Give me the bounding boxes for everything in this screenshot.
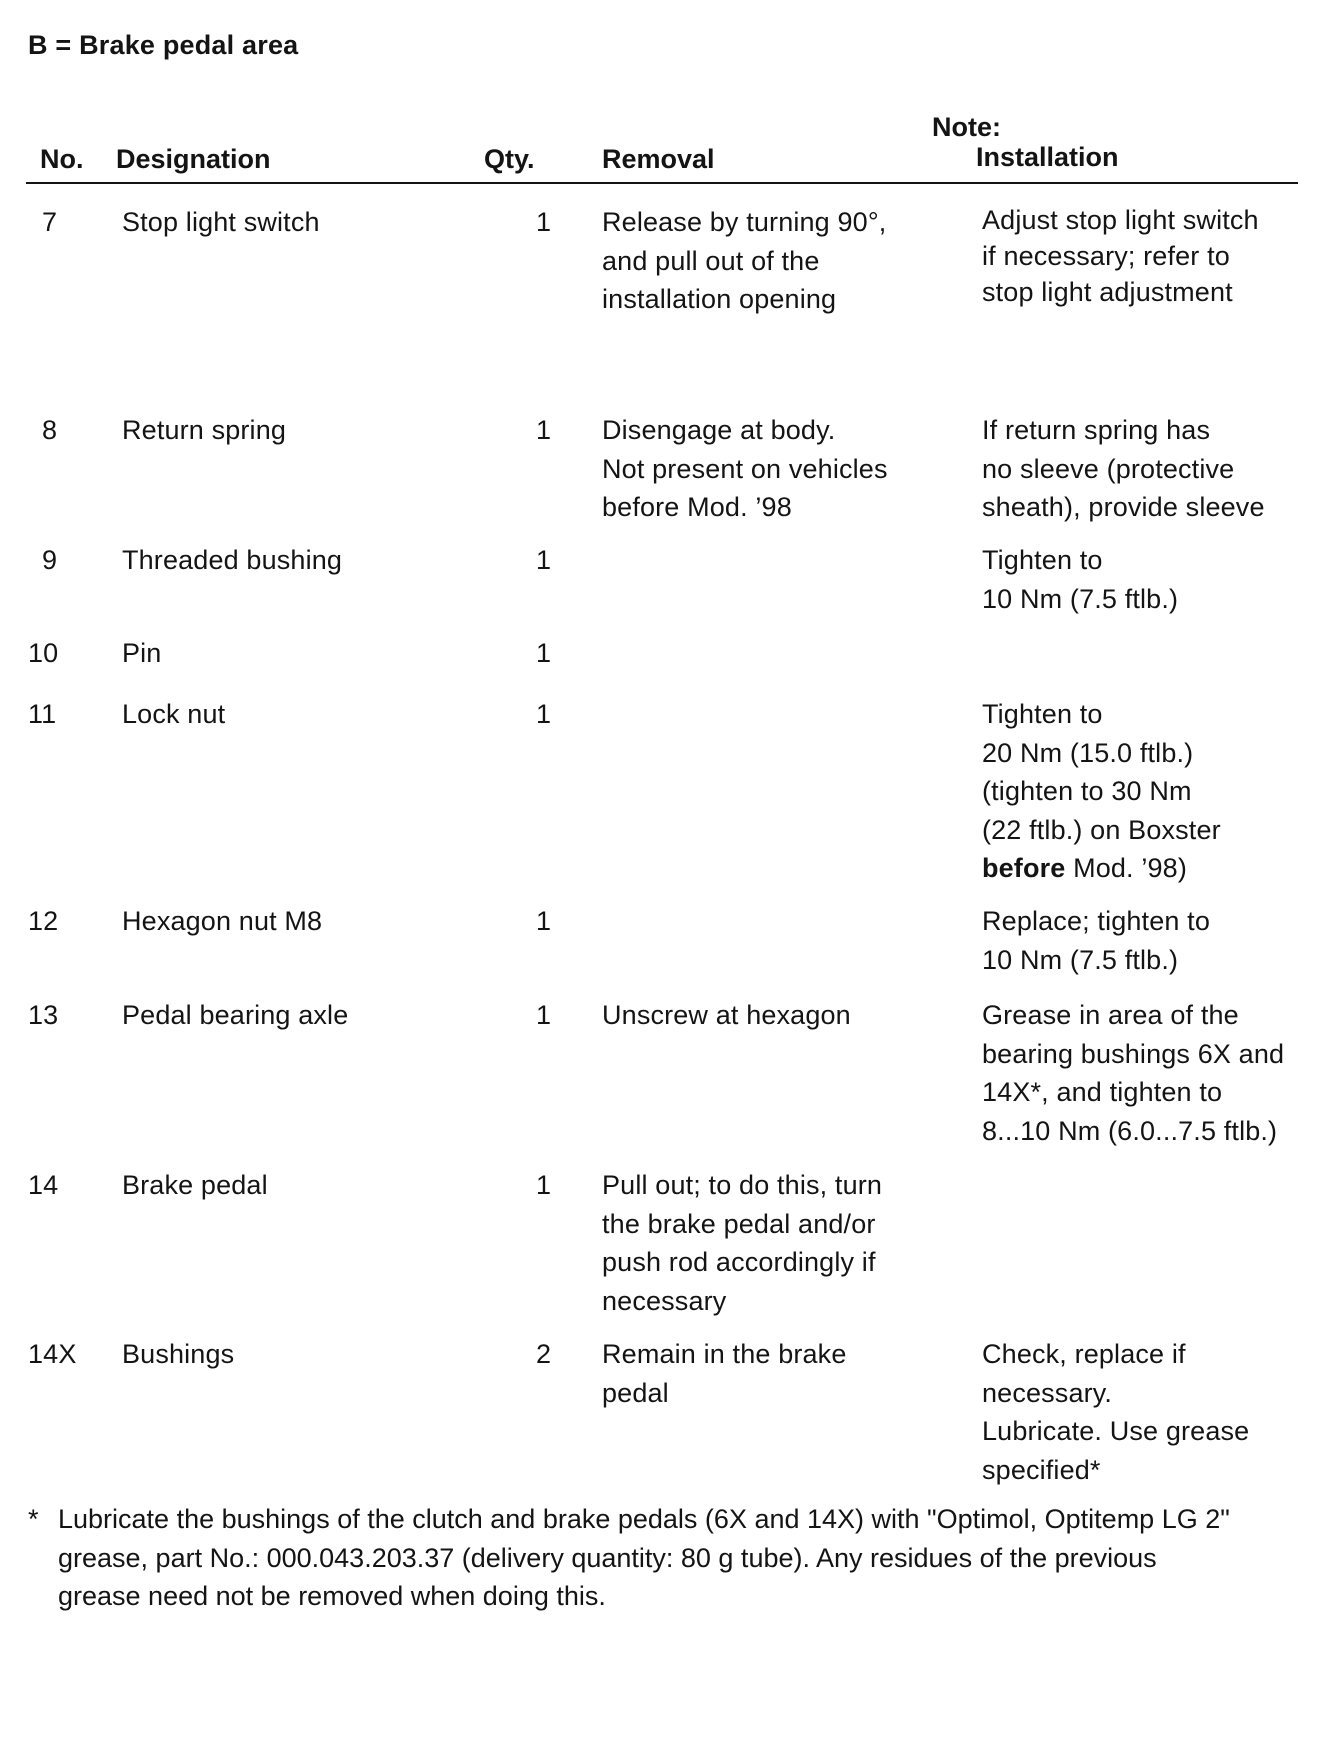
- row-13-installation: [982, 996, 1284, 1150]
- row-14-designation: Brake pedal: [122, 1170, 268, 1200]
- footnote-line: grease, part No.: 000.043.203.37 (delivery quantity: 80 g tube). Any residues of the previous: [58, 1542, 1157, 1573]
- row-14x-installation: [982, 1335, 1249, 1489]
- installation-line: Adjust stop light switch: [982, 205, 1259, 235]
- removal-line: the brake pedal and/or: [602, 1208, 876, 1239]
- row-8-qty: 1: [536, 415, 552, 445]
- row-9-installation: [982, 541, 1178, 618]
- row-12-designation: Hexagon nut M8: [122, 906, 323, 936]
- row-13-designation: Pedal bearing axle: [122, 1000, 349, 1030]
- installation-line-rest: Mod. ’98): [1065, 853, 1187, 883]
- row-10-qty: 1: [536, 638, 552, 668]
- row-11-no: 11: [28, 699, 57, 729]
- row-8-installation: [982, 411, 1265, 527]
- row-7-qty: 1: [536, 207, 552, 237]
- row-12-installation: [982, 902, 1210, 979]
- removal-line: Pull out; to do this, turn: [602, 1170, 883, 1200]
- installation-line: no sleeve (protective: [982, 453, 1235, 484]
- row-7-removal: [602, 203, 886, 319]
- footnote-marker: *: [28, 1504, 39, 1534]
- row-12-qty: 1: [536, 906, 552, 936]
- page-title: B = Brake pedal area: [28, 30, 299, 60]
- row-11-qty: 1: [536, 699, 552, 729]
- row-11-designation: Lock nut: [122, 699, 226, 729]
- installation-line: 8...10 Nm (6.0...7.5 ftlb.): [982, 1115, 1278, 1146]
- row-13-qty: 1: [536, 1000, 552, 1030]
- removal-line: installation opening: [602, 284, 837, 314]
- installation-line: 14X*, and tighten to: [982, 1077, 1223, 1107]
- installation-line: Tighten to: [982, 545, 1103, 575]
- installation-line: sheath), provide sleeve: [982, 492, 1265, 522]
- row-13-removal: [602, 996, 851, 1035]
- header-divider: [26, 182, 1298, 184]
- footnote-line: Lubricate the bushings of the clutch and brake pedals (6X and 14X) with "Optimol, Optitemp LG 2": [58, 1504, 1230, 1534]
- installation-line: (tighten to 30 Nm: [982, 776, 1192, 806]
- removal-line: push rod accordingly if: [602, 1247, 876, 1277]
- installation-line: 20 Nm (15.0 ftlb.): [982, 737, 1194, 768]
- installation-line: Tighten to: [982, 699, 1103, 729]
- header-installation: Installation: [976, 142, 1119, 172]
- footnote-text: [58, 1500, 1230, 1616]
- header-designation: Designation: [116, 144, 271, 174]
- installation-line: Replace; tighten to: [982, 906, 1210, 936]
- header-removal: Removal: [602, 144, 715, 174]
- installation-line: bearing bushings 6X and: [982, 1038, 1285, 1069]
- installation-line: If return spring has: [982, 415, 1211, 445]
- removal-line: necessary: [602, 1285, 727, 1316]
- row-14-removal: [602, 1166, 882, 1320]
- row-9-qty: 1: [536, 545, 552, 575]
- removal-line: Unscrew at hexagon: [602, 1000, 851, 1030]
- installation-line: [982, 849, 1221, 888]
- installation-line: stop light adjustment: [982, 277, 1233, 307]
- installation-line: necessary.: [982, 1377, 1113, 1408]
- removal-line: Disengage at body.: [602, 415, 836, 445]
- row-13-no: 13: [28, 1000, 59, 1030]
- row-9-no: 9: [42, 545, 58, 575]
- installation-line: Check, replace if: [982, 1339, 1186, 1369]
- row-14x-removal: [602, 1335, 846, 1412]
- removal-line: before Mod. ’98: [602, 492, 792, 522]
- installation-line: Lubricate. Use grease: [982, 1416, 1250, 1446]
- row-8-removal: [602, 411, 888, 527]
- header-note: Note:: [932, 112, 1001, 142]
- installation-line: (22 ftlb.) on Boxster: [982, 814, 1221, 845]
- row-8-no: 8: [42, 415, 58, 445]
- installation-line: specified*: [982, 1454, 1101, 1485]
- row-14x-designation: Bushings: [122, 1339, 235, 1369]
- removal-line: Release by turning 90°,: [602, 207, 887, 237]
- row-7-designation: Stop light switch: [122, 207, 320, 237]
- removal-line: and pull out of the: [602, 245, 820, 276]
- installation-line: 10 Nm (7.5 ftlb.): [982, 583, 1179, 614]
- removal-line: Remain in the brake: [602, 1339, 847, 1369]
- footnote-line: grease need not be removed when doing this.: [58, 1581, 606, 1611]
- removal-line: pedal: [602, 1377, 669, 1408]
- header-no: No.: [40, 144, 84, 174]
- row-14x-qty: 2: [536, 1339, 552, 1369]
- row-14x-no: 14X: [28, 1339, 77, 1369]
- installation-line: Grease in area of the: [982, 1000, 1239, 1030]
- row-12-no: 12: [28, 906, 59, 936]
- emphasis-before: before: [982, 853, 1066, 883]
- row-9-designation: Threaded bushing: [122, 545, 343, 575]
- row-7-installation: [982, 202, 1259, 310]
- row-14-qty: 1: [536, 1170, 552, 1200]
- installation-line: if necessary; refer to: [982, 241, 1230, 271]
- row-11-installation: [982, 695, 1221, 888]
- row-14-no: 14: [28, 1170, 59, 1200]
- row-10-no: 10: [28, 638, 59, 668]
- header-qty: Qty.: [484, 144, 535, 174]
- removal-line: Not present on vehicles: [602, 453, 888, 484]
- row-7-no: 7: [42, 207, 58, 237]
- installation-line: 10 Nm (7.5 ftlb.): [982, 944, 1179, 975]
- row-10-designation: Pin: [122, 638, 162, 668]
- row-8-designation: Return spring: [122, 415, 287, 445]
